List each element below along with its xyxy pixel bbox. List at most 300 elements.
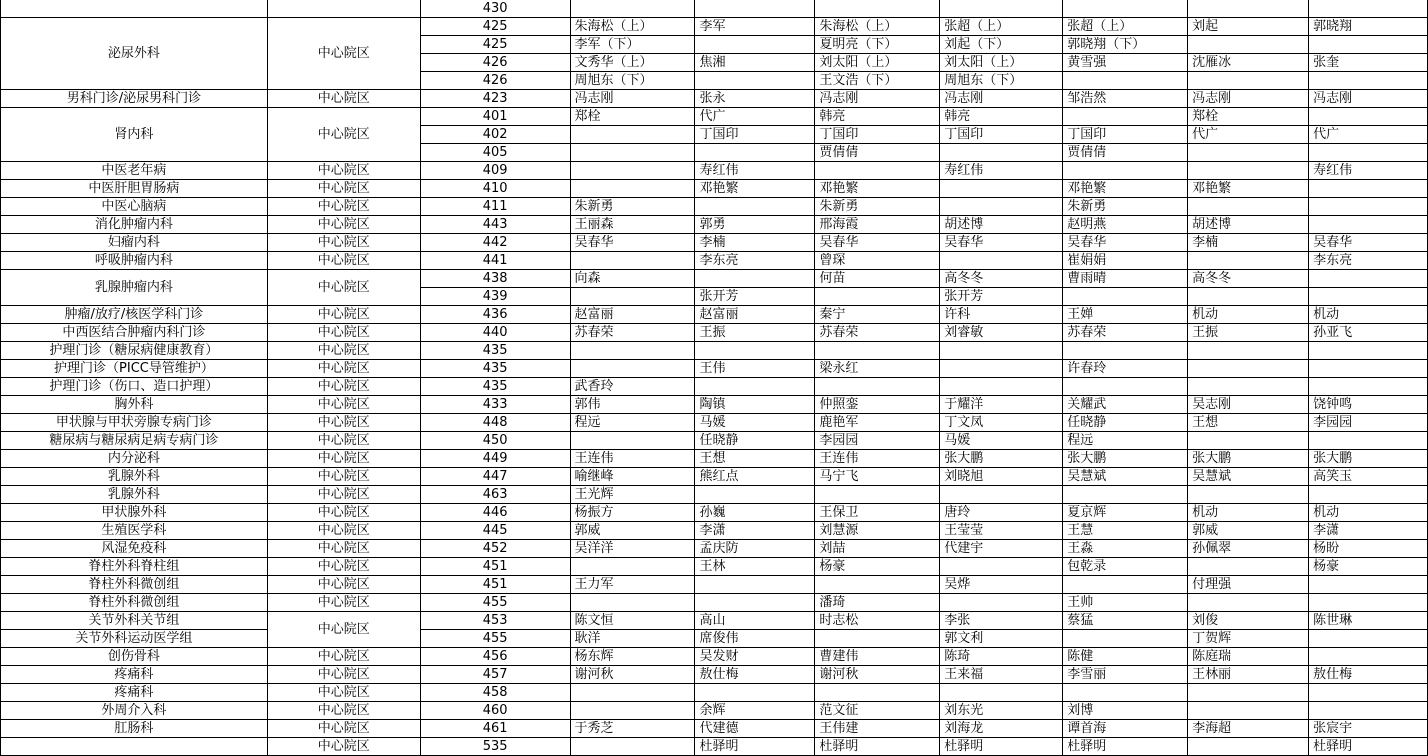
department-cell[interactable]: 乳腺外科 xyxy=(1,486,268,504)
doctor-cell[interactable] xyxy=(940,198,1063,216)
doctor-cell[interactable] xyxy=(1188,0,1309,18)
doctor-cell[interactable]: 冯志刚 xyxy=(940,90,1063,108)
doctor-cell[interactable]: 陈琦 xyxy=(940,648,1063,666)
campus-cell[interactable]: 中心院区 xyxy=(267,90,420,108)
doctor-cell[interactable]: 喻继峰 xyxy=(570,468,695,486)
campus-cell[interactable]: 中心院区 xyxy=(267,306,420,324)
doctor-cell[interactable]: 时志松 xyxy=(815,612,940,630)
doctor-cell[interactable] xyxy=(1063,108,1188,126)
doctor-cell[interactable] xyxy=(815,378,940,396)
room-number-cell[interactable]: 435 xyxy=(420,360,570,378)
campus-cell[interactable]: 中心院区 xyxy=(267,504,420,522)
room-number-cell[interactable]: 450 xyxy=(420,432,570,450)
doctor-cell[interactable]: 高笑玉 xyxy=(1309,468,1428,486)
doctor-cell[interactable]: 李东亮 xyxy=(695,252,815,270)
campus-cell[interactable]: 中心院区 xyxy=(267,540,420,558)
doctor-cell[interactable]: 仲照銮 xyxy=(815,396,940,414)
doctor-cell[interactable] xyxy=(695,270,815,288)
doctor-cell[interactable] xyxy=(815,288,940,306)
doctor-cell[interactable]: 周旭东（下） xyxy=(940,72,1063,90)
doctor-cell[interactable] xyxy=(1309,270,1428,288)
doctor-cell[interactable]: 周旭东（下） xyxy=(570,72,695,90)
doctor-cell[interactable]: 熊红点 xyxy=(695,468,815,486)
doctor-cell[interactable] xyxy=(570,342,695,360)
campus-cell[interactable]: 中心院区 xyxy=(267,360,420,378)
doctor-cell[interactable] xyxy=(570,180,695,198)
doctor-cell[interactable]: 李园园 xyxy=(1309,414,1428,432)
room-number-cell[interactable]: 449 xyxy=(420,450,570,468)
doctor-cell[interactable]: 李军 xyxy=(695,18,815,36)
doctor-cell[interactable]: 赵富丽 xyxy=(695,306,815,324)
doctor-cell[interactable]: 韩亮 xyxy=(940,108,1063,126)
doctor-cell[interactable] xyxy=(1188,198,1309,216)
room-number-cell[interactable]: 442 xyxy=(420,234,570,252)
doctor-cell[interactable] xyxy=(1188,378,1309,396)
doctor-cell[interactable]: 吴烨 xyxy=(940,576,1063,594)
doctor-cell[interactable]: 曹雨晴 xyxy=(1063,270,1188,288)
doctor-cell[interactable]: 赵富丽 xyxy=(570,306,695,324)
doctor-cell[interactable] xyxy=(940,360,1063,378)
doctor-cell[interactable]: 苏春荣 xyxy=(570,324,695,342)
doctor-cell[interactable]: 杨振方 xyxy=(570,504,695,522)
doctor-cell[interactable]: 黄雪强 xyxy=(1063,54,1188,72)
doctor-cell[interactable]: 张开芳 xyxy=(695,288,815,306)
campus-cell[interactable]: 中心院区 xyxy=(267,18,420,90)
doctor-cell[interactable]: 梁永红 xyxy=(815,360,940,378)
doctor-cell[interactable]: 文秀华（上） xyxy=(570,54,695,72)
campus-cell[interactable]: 中心院区 xyxy=(267,684,420,702)
doctor-cell[interactable]: 丁国印 xyxy=(1063,126,1188,144)
doctor-cell[interactable]: 李海超 xyxy=(1188,720,1309,738)
doctor-cell[interactable] xyxy=(1188,360,1309,378)
doctor-cell[interactable]: 高山 xyxy=(695,612,815,630)
doctor-cell[interactable]: 王慧 xyxy=(1063,522,1188,540)
room-number-cell[interactable]: 409 xyxy=(420,162,570,180)
doctor-cell[interactable]: 王淼 xyxy=(1063,540,1188,558)
doctor-cell[interactable]: 王连伟 xyxy=(570,450,695,468)
doctor-cell[interactable]: 刘俊 xyxy=(1188,612,1309,630)
room-number-cell[interactable]: 425 xyxy=(420,36,570,54)
doctor-cell[interactable] xyxy=(695,576,815,594)
doctor-cell[interactable]: 包乾录 xyxy=(1063,558,1188,576)
doctor-cell[interactable]: 刘起 xyxy=(1188,18,1309,36)
doctor-cell[interactable]: 郭威 xyxy=(1188,522,1309,540)
room-number-cell[interactable]: 458 xyxy=(420,684,570,702)
campus-cell[interactable]: 中心院区 xyxy=(267,414,420,432)
campus-cell[interactable]: 中心院区 xyxy=(267,180,420,198)
room-number-cell[interactable]: 425 xyxy=(420,18,570,36)
doctor-cell[interactable]: 曾琛 xyxy=(815,252,940,270)
doctor-cell[interactable]: 张大鹏 xyxy=(1063,450,1188,468)
campus-cell[interactable]: 中心院区 xyxy=(267,666,420,684)
doctor-cell[interactable] xyxy=(940,342,1063,360)
doctor-cell[interactable]: 胡述博 xyxy=(1188,216,1309,234)
doctor-cell[interactable] xyxy=(570,0,695,18)
doctor-cell[interactable]: 朱海松（上） xyxy=(815,18,940,36)
doctor-cell[interactable] xyxy=(570,702,695,720)
doctor-cell[interactable]: 丁国印 xyxy=(940,126,1063,144)
doctor-cell[interactable]: 李园园 xyxy=(815,432,940,450)
doctor-cell[interactable]: 朱新勇 xyxy=(1063,198,1188,216)
department-cell[interactable]: 关节外科运动医学组 xyxy=(1,630,268,648)
doctor-cell[interactable] xyxy=(1063,576,1188,594)
department-cell[interactable]: 疼痛科 xyxy=(1,684,268,702)
doctor-cell[interactable] xyxy=(1309,72,1428,90)
doctor-cell[interactable] xyxy=(1309,378,1428,396)
room-number-cell[interactable]: 460 xyxy=(420,702,570,720)
doctor-cell[interactable]: 陈健 xyxy=(1063,648,1188,666)
doctor-cell[interactable]: 刘海龙 xyxy=(940,720,1063,738)
campus-cell[interactable]: 中心院区 xyxy=(267,558,420,576)
doctor-cell[interactable]: 刘睿敏 xyxy=(940,324,1063,342)
room-number-cell[interactable]: 439 xyxy=(420,288,570,306)
doctor-cell[interactable] xyxy=(1309,180,1428,198)
room-number-cell[interactable]: 436 xyxy=(420,306,570,324)
doctor-cell[interactable]: 郑栓 xyxy=(1188,108,1309,126)
doctor-cell[interactable] xyxy=(940,252,1063,270)
doctor-cell[interactable] xyxy=(570,162,695,180)
department-cell[interactable]: 脊柱外科微创组 xyxy=(1,594,268,612)
department-cell[interactable]: 中医老年病 xyxy=(1,162,268,180)
department-cell[interactable]: 甲状腺外科 xyxy=(1,504,268,522)
doctor-cell[interactable] xyxy=(695,72,815,90)
campus-cell[interactable]: 中心院区 xyxy=(267,234,420,252)
doctor-cell[interactable]: 付理强 xyxy=(1188,576,1309,594)
doctor-cell[interactable]: 敖仕梅 xyxy=(695,666,815,684)
doctor-cell[interactable]: 王文浩（下） xyxy=(815,72,940,90)
doctor-cell[interactable]: 关耀武 xyxy=(1063,396,1188,414)
doctor-cell[interactable]: 丁文凤 xyxy=(940,414,1063,432)
doctor-cell[interactable] xyxy=(1188,252,1309,270)
doctor-cell[interactable] xyxy=(1188,144,1309,162)
doctor-cell[interactable] xyxy=(940,594,1063,612)
doctor-cell[interactable]: 吴春华 xyxy=(1309,234,1428,252)
doctor-cell[interactable] xyxy=(1063,486,1188,504)
room-number-cell[interactable]: 430 xyxy=(420,0,570,18)
doctor-cell[interactable] xyxy=(1309,144,1428,162)
doctor-cell[interactable]: 刘东光 xyxy=(940,702,1063,720)
doctor-cell[interactable]: 王想 xyxy=(1188,414,1309,432)
doctor-cell[interactable] xyxy=(1188,72,1309,90)
doctor-cell[interactable]: 张超（上） xyxy=(940,18,1063,36)
room-number-cell[interactable]: 457 xyxy=(420,666,570,684)
room-number-cell[interactable]: 451 xyxy=(420,576,570,594)
room-number-cell[interactable]: 435 xyxy=(420,342,570,360)
doctor-cell[interactable]: 吴发财 xyxy=(695,648,815,666)
doctor-cell[interactable]: 吴志刚 xyxy=(1188,396,1309,414)
doctor-cell[interactable] xyxy=(940,486,1063,504)
doctor-cell[interactable] xyxy=(570,144,695,162)
doctor-cell[interactable] xyxy=(1309,342,1428,360)
doctor-cell[interactable]: 郭文利 xyxy=(940,630,1063,648)
doctor-cell[interactable]: 张大鹏 xyxy=(1188,450,1309,468)
doctor-cell[interactable]: 邹浩然 xyxy=(1063,90,1188,108)
doctor-cell[interactable]: 于秀芝 xyxy=(570,720,695,738)
doctor-cell[interactable]: 吴春华 xyxy=(1063,234,1188,252)
room-number-cell[interactable]: 411 xyxy=(420,198,570,216)
doctor-cell[interactable]: 李潇 xyxy=(695,522,815,540)
room-number-cell[interactable]: 441 xyxy=(420,252,570,270)
doctor-cell[interactable] xyxy=(1188,432,1309,450)
room-number-cell[interactable]: 433 xyxy=(420,396,570,414)
doctor-cell[interactable]: 王来福 xyxy=(940,666,1063,684)
campus-cell[interactable]: 中心院区 xyxy=(267,324,420,342)
department-cell[interactable]: 甲状腺与甲状旁腺专病门诊 xyxy=(1,414,268,432)
doctor-cell[interactable] xyxy=(695,684,815,702)
doctor-cell[interactable]: 吴春华 xyxy=(815,234,940,252)
doctor-cell[interactable] xyxy=(1188,558,1309,576)
doctor-cell[interactable] xyxy=(1309,648,1428,666)
department-cell[interactable]: 泌尿外科 xyxy=(1,18,268,90)
campus-cell[interactable]: 中心院区 xyxy=(267,468,420,486)
doctor-cell[interactable] xyxy=(815,486,940,504)
doctor-cell[interactable]: 王想 xyxy=(695,450,815,468)
room-number-cell[interactable]: 405 xyxy=(420,144,570,162)
department-cell[interactable]: 护理门诊（伤口、造口护理） xyxy=(1,378,268,396)
doctor-cell[interactable] xyxy=(940,558,1063,576)
room-number-cell[interactable]: 446 xyxy=(420,504,570,522)
doctor-cell[interactable]: 杨豪 xyxy=(1309,558,1428,576)
doctor-cell[interactable]: 王帅 xyxy=(1063,594,1188,612)
department-cell[interactable]: 护理门诊（PICC导管维护） xyxy=(1,360,268,378)
doctor-cell[interactable]: 贾倩倩 xyxy=(1063,144,1188,162)
doctor-cell[interactable] xyxy=(1063,630,1188,648)
doctor-cell[interactable] xyxy=(570,126,695,144)
doctor-cell[interactable]: 沈雁冰 xyxy=(1188,54,1309,72)
doctor-cell[interactable] xyxy=(570,432,695,450)
doctor-cell[interactable]: 杨豪 xyxy=(815,558,940,576)
doctor-cell[interactable] xyxy=(1309,684,1428,702)
doctor-cell[interactable]: 郭威 xyxy=(570,522,695,540)
doctor-cell[interactable]: 马宁飞 xyxy=(815,468,940,486)
doctor-cell[interactable]: 丁国印 xyxy=(815,126,940,144)
doctor-cell[interactable]: 刘太阳（上） xyxy=(815,54,940,72)
doctor-cell[interactable]: 鹿艳军 xyxy=(815,414,940,432)
room-number-cell[interactable]: 453 xyxy=(420,612,570,630)
doctor-cell[interactable]: 高冬冬 xyxy=(940,270,1063,288)
doctor-cell[interactable] xyxy=(1188,162,1309,180)
doctor-cell[interactable]: 丁国印 xyxy=(695,126,815,144)
doctor-cell[interactable]: 何苗 xyxy=(815,270,940,288)
doctor-cell[interactable] xyxy=(1309,216,1428,234)
doctor-cell[interactable]: 程远 xyxy=(1063,432,1188,450)
doctor-cell[interactable]: 马媛 xyxy=(695,414,815,432)
doctor-cell[interactable]: 冯志刚 xyxy=(815,90,940,108)
department-cell[interactable]: 脊柱外科脊柱组 xyxy=(1,558,268,576)
department-cell[interactable]: 妇瘤内科 xyxy=(1,234,268,252)
campus-cell[interactable]: 中心院区 xyxy=(267,612,420,648)
department-cell[interactable]: 疼痛科 xyxy=(1,666,268,684)
campus-cell[interactable]: 中心院区 xyxy=(267,486,420,504)
doctor-cell[interactable] xyxy=(940,378,1063,396)
doctor-cell[interactable]: 武香玲 xyxy=(570,378,695,396)
doctor-cell[interactable]: 吴春华 xyxy=(570,234,695,252)
room-number-cell[interactable]: 455 xyxy=(420,630,570,648)
doctor-cell[interactable]: 杜驿明 xyxy=(940,738,1063,756)
doctor-cell[interactable]: 程远 xyxy=(570,414,695,432)
doctor-cell[interactable]: 冯志刚 xyxy=(570,90,695,108)
doctor-cell[interactable]: 张开芳 xyxy=(940,288,1063,306)
doctor-cell[interactable] xyxy=(815,630,940,648)
department-cell[interactable]: 糖尿病与糖尿病足病专病门诊 xyxy=(1,432,268,450)
doctor-cell[interactable]: 杨盼 xyxy=(1309,540,1428,558)
doctor-cell[interactable]: 苏春荣 xyxy=(1063,324,1188,342)
doctor-cell[interactable]: 王林丽 xyxy=(1188,666,1309,684)
doctor-cell[interactable]: 王林 xyxy=(695,558,815,576)
doctor-cell[interactable] xyxy=(1309,630,1428,648)
doctor-cell[interactable]: 王丽森 xyxy=(570,216,695,234)
doctor-cell[interactable] xyxy=(1309,288,1428,306)
department-cell[interactable]: 消化肿瘤内科 xyxy=(1,216,268,234)
room-number-cell[interactable]: 410 xyxy=(420,180,570,198)
doctor-cell[interactable] xyxy=(695,144,815,162)
campus-cell[interactable]: 中心院区 xyxy=(267,252,420,270)
doctor-cell[interactable]: 邓艳繁 xyxy=(1188,180,1309,198)
room-number-cell[interactable]: 451 xyxy=(420,558,570,576)
doctor-cell[interactable]: 代建德 xyxy=(695,720,815,738)
doctor-cell[interactable]: 杜驿明 xyxy=(695,738,815,756)
department-cell[interactable] xyxy=(1,0,268,18)
doctor-cell[interactable] xyxy=(815,162,940,180)
doctor-cell[interactable]: 郑栓 xyxy=(570,108,695,126)
doctor-cell[interactable]: 吴慧斌 xyxy=(1063,468,1188,486)
doctor-cell[interactable] xyxy=(1309,36,1428,54)
doctor-cell[interactable]: 杨东辉 xyxy=(570,648,695,666)
doctor-cell[interactable]: 胡述博 xyxy=(940,216,1063,234)
doctor-cell[interactable]: 邢海霞 xyxy=(815,216,940,234)
doctor-cell[interactable]: 余辉 xyxy=(695,702,815,720)
doctor-cell[interactable]: 刘博 xyxy=(1063,702,1188,720)
doctor-cell[interactable]: 王振 xyxy=(695,324,815,342)
room-number-cell[interactable]: 461 xyxy=(420,720,570,738)
doctor-cell[interactable] xyxy=(695,378,815,396)
doctor-cell[interactable]: 焦湘 xyxy=(695,54,815,72)
doctor-cell[interactable] xyxy=(1188,486,1309,504)
doctor-cell[interactable]: 郭晓翔 xyxy=(1309,18,1428,36)
department-cell[interactable]: 呼吸肿瘤内科 xyxy=(1,252,268,270)
doctor-cell[interactable]: 李张 xyxy=(940,612,1063,630)
doctor-cell[interactable] xyxy=(1188,288,1309,306)
campus-cell[interactable]: 中心院区 xyxy=(267,522,420,540)
doctor-cell[interactable]: 向森 xyxy=(570,270,695,288)
room-number-cell[interactable]: 440 xyxy=(420,324,570,342)
doctor-cell[interactable]: 陶镇 xyxy=(695,396,815,414)
room-number-cell[interactable]: 401 xyxy=(420,108,570,126)
campus-cell[interactable]: 中心院区 xyxy=(267,198,420,216)
campus-cell[interactable]: 中心院区 xyxy=(267,702,420,720)
doctor-cell[interactable]: 朱新勇 xyxy=(570,198,695,216)
department-cell[interactable]: 胸外科 xyxy=(1,396,268,414)
room-number-cell[interactable]: 426 xyxy=(420,54,570,72)
doctor-cell[interactable] xyxy=(695,198,815,216)
doctor-cell[interactable]: 邓艳繁 xyxy=(695,180,815,198)
department-cell[interactable]: 中医肝胆胃肠病 xyxy=(1,180,268,198)
campus-cell[interactable]: 中心院区 xyxy=(267,720,420,738)
doctor-cell[interactable]: 李雪丽 xyxy=(1063,666,1188,684)
doctor-cell[interactable]: 张永 xyxy=(695,90,815,108)
doctor-cell[interactable]: 郭伟 xyxy=(570,396,695,414)
doctor-cell[interactable]: 冯志刚 xyxy=(1309,90,1428,108)
doctor-cell[interactable]: 刘喆 xyxy=(815,540,940,558)
doctor-cell[interactable]: 杜驿明 xyxy=(815,738,940,756)
doctor-cell[interactable] xyxy=(1188,594,1309,612)
doctor-cell[interactable]: 李楠 xyxy=(695,234,815,252)
campus-cell[interactable]: 中心院区 xyxy=(267,594,420,612)
department-cell[interactable]: 护理门诊（糖尿病健康教育） xyxy=(1,342,268,360)
doctor-cell[interactable] xyxy=(815,684,940,702)
doctor-cell[interactable]: 杜驿明 xyxy=(1309,738,1428,756)
room-number-cell[interactable]: 455 xyxy=(420,594,570,612)
room-number-cell[interactable]: 447 xyxy=(420,468,570,486)
doctor-cell[interactable]: 贾倩倩 xyxy=(815,144,940,162)
doctor-cell[interactable]: 任晓静 xyxy=(695,432,815,450)
campus-cell[interactable]: 中心院区 xyxy=(267,162,420,180)
doctor-cell[interactable]: 朱海松（上） xyxy=(570,18,695,36)
doctor-cell[interactable]: 朱新勇 xyxy=(815,198,940,216)
doctor-cell[interactable] xyxy=(940,684,1063,702)
doctor-cell[interactable]: 孙佩翠 xyxy=(1188,540,1309,558)
doctor-cell[interactable]: 高冬冬 xyxy=(1188,270,1309,288)
doctor-cell[interactable] xyxy=(1309,198,1428,216)
doctor-cell[interactable]: 王莹莹 xyxy=(940,522,1063,540)
campus-cell[interactable]: 中心院区 xyxy=(267,576,420,594)
doctor-cell[interactable] xyxy=(1188,36,1309,54)
doctor-cell[interactable]: 李楠 xyxy=(1188,234,1309,252)
department-cell[interactable]: 肿瘤/放疗/核医学科门诊 xyxy=(1,306,268,324)
department-cell[interactable]: 脊柱外科微创组 xyxy=(1,576,268,594)
doctor-cell[interactable]: 苏春荣 xyxy=(815,324,940,342)
doctor-cell[interactable]: 邓艳繁 xyxy=(815,180,940,198)
doctor-cell[interactable] xyxy=(815,0,940,18)
doctor-cell[interactable]: 唐玲 xyxy=(940,504,1063,522)
room-number-cell[interactable]: 445 xyxy=(420,522,570,540)
doctor-cell[interactable]: 张大鹏 xyxy=(940,450,1063,468)
doctor-cell[interactable] xyxy=(695,36,815,54)
doctor-cell[interactable] xyxy=(570,558,695,576)
doctor-cell[interactable] xyxy=(1309,360,1428,378)
doctor-cell[interactable] xyxy=(570,252,695,270)
doctor-cell[interactable]: 蔡猛 xyxy=(1063,612,1188,630)
doctor-cell[interactable]: 刘起（下） xyxy=(940,36,1063,54)
department-cell[interactable]: 中西医结合肿瘤内科门诊 xyxy=(1,324,268,342)
doctor-cell[interactable]: 寿红伟 xyxy=(695,162,815,180)
doctor-cell[interactable]: 丁贺辉 xyxy=(1188,630,1309,648)
doctor-cell[interactable] xyxy=(940,144,1063,162)
doctor-cell[interactable]: 张超（上） xyxy=(1063,18,1188,36)
doctor-cell[interactable]: 秦宁 xyxy=(815,306,940,324)
doctor-cell[interactable] xyxy=(695,0,815,18)
doctor-cell[interactable]: 夏京辉 xyxy=(1063,504,1188,522)
doctor-cell[interactable]: 王伟建 xyxy=(815,720,940,738)
doctor-cell[interactable] xyxy=(1309,594,1428,612)
campus-cell[interactable]: 中心院区 xyxy=(267,216,420,234)
campus-cell[interactable]: 中心院区 xyxy=(267,738,420,756)
doctor-cell[interactable]: 谭首海 xyxy=(1063,720,1188,738)
doctor-cell[interactable]: 代建宇 xyxy=(940,540,1063,558)
doctor-cell[interactable] xyxy=(1063,0,1188,18)
doctor-cell[interactable] xyxy=(940,180,1063,198)
doctor-cell[interactable]: 代广 xyxy=(1309,126,1428,144)
department-cell[interactable]: 肛肠科 xyxy=(1,720,268,738)
doctor-cell[interactable]: 崔娟娟 xyxy=(1063,252,1188,270)
department-cell[interactable]: 中医心脑病 xyxy=(1,198,268,216)
doctor-cell[interactable]: 吴洋洋 xyxy=(570,540,695,558)
doctor-cell[interactable] xyxy=(815,342,940,360)
doctor-cell[interactable]: 饶钟鸣 xyxy=(1309,396,1428,414)
doctor-cell[interactable] xyxy=(1309,108,1428,126)
department-cell[interactable]: 乳腺肿瘤内科 xyxy=(1,270,268,306)
department-cell[interactable]: 乳腺外科 xyxy=(1,468,268,486)
